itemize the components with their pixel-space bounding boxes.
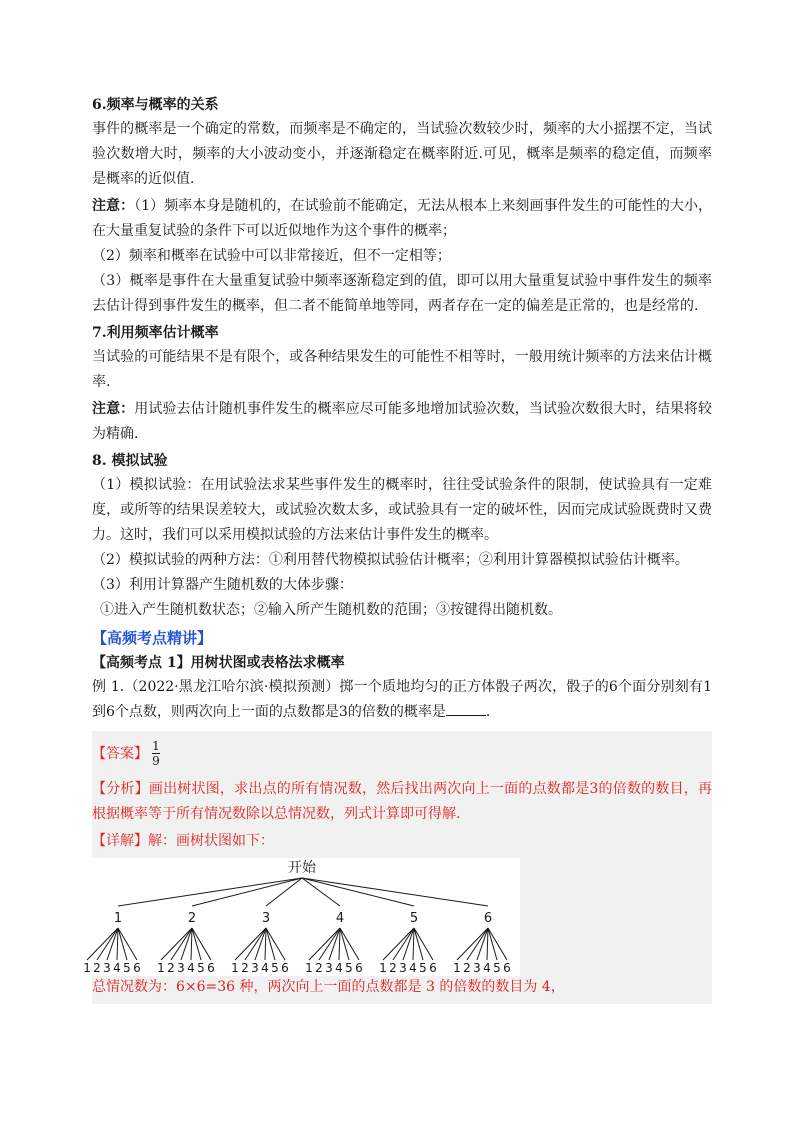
tree-second-outcome: 1: [453, 961, 461, 975]
tree-branch-second: [118, 928, 137, 960]
tree-second-outcome: 6: [503, 961, 511, 975]
tree-branch-second: [191, 928, 192, 960]
tree-branch-second: [118, 928, 127, 960]
tree-second-outcome: 6: [281, 961, 289, 975]
note-label: 注意：: [92, 198, 135, 214]
tree-branch-second: [255, 928, 266, 960]
tree-second-outcome: 4: [483, 961, 491, 975]
tree-branch-second: [393, 928, 414, 960]
tree-first-outcome: 1: [113, 911, 123, 926]
solution-block: [83, 731, 713, 1004]
tree-first-outcome: 2: [187, 911, 197, 926]
tree-branch-second: [161, 928, 192, 960]
section-8-paragraph-1: （1）模拟试验：在用试验法求某些事件发生的概率时，往往受试验条件的限制，使试验具有一定难度，或所等的结果误差较大，或试验次数太多，或试验具有一定的破坏性，因而完成试验既费时又费力。这时，我们可以采用模拟试验的方法来估计事件发生的概率。: [92, 477, 712, 543]
tree-branch-second: [403, 928, 414, 960]
tree-branch-second: [329, 928, 340, 960]
analysis: 【分析】画出树状图，求出点的所有情况数，然后找出两次向上一面的点数都是3的倍数的数目，再根据概率等于所有情况数除以总情况数，列式计算即可得解.: [92, 781, 713, 822]
tree-branch-second: [266, 928, 275, 960]
section-8-paragraph-2: （2）模拟试验的两种方法：①利用替代物模拟试验估计概率；②利用计算器模拟试验估计概率。: [92, 552, 689, 568]
tree-branch-second: [235, 928, 266, 960]
tree-branch-second: [245, 928, 266, 960]
high-frequency-title: 【高频考点精讲】: [92, 629, 213, 647]
tree-second-outcome: 3: [325, 961, 333, 975]
section-6-note-3: （3）概率是事件在大量重复试验中频率逐渐稳定到的值，即可以用大量重复试验中事件发生的频率去估计得到事件发生的概率，但二者不能简单地等同，两者存在一定的偏差是正常的，也是经常的.: [92, 273, 712, 314]
tree-second-outcome: 6: [133, 961, 141, 975]
tree-branch-second: [266, 928, 285, 960]
high-frequency-point-1: 【高频考点 1】用树状图或表格法求概率: [92, 655, 345, 671]
tree-second-outcome: 4: [261, 961, 269, 975]
tree-second-outcome: 1: [305, 961, 313, 975]
section-8-paragraph-4: ①进入产生随机数状态；②输入所产生随机数的范围；③按键得出随机数。: [100, 602, 562, 618]
tree-second-outcome: 3: [177, 961, 185, 975]
tree-first-outcome: 4: [335, 911, 345, 926]
answer-row: [92, 735, 712, 771]
tree-second-outcome: 4: [409, 961, 417, 975]
fraction-numerator: 1: [152, 738, 160, 753]
tree-branch-second: [467, 928, 488, 960]
fraction-denominator: 9: [152, 753, 160, 768]
tree-second-outcome: 6: [207, 961, 215, 975]
tree-branch-second: [457, 928, 488, 960]
tree-branch-second: [339, 928, 340, 960]
answer-label: 【答案】: [92, 746, 148, 762]
tree-second-outcome: 3: [399, 961, 407, 975]
tree-second-outcome: 6: [355, 961, 363, 975]
tree-branch-second: [265, 928, 266, 960]
answer-blank: [446, 701, 486, 716]
section-7-heading: 7.利用频率估计概率: [92, 325, 219, 341]
example-1: 例 1.（2022·黑龙江哈尔滨·模拟预测）掷一个质地均匀的正方体骰子两次，骰子的6个面分别刻有1到6个点数，则两次向上一面的点数都是3的倍数的概率是 .: [92, 679, 712, 720]
tree-branch-second: [319, 928, 340, 960]
tree-second-outcome: 1: [83, 961, 91, 975]
tree-branch-first: [302, 878, 488, 906]
tree-branch-second: [171, 928, 192, 960]
tree-branch-second: [340, 928, 349, 960]
note-label: 注意：: [92, 401, 135, 417]
tree-first-outcome: 3: [261, 911, 271, 926]
tree-second-outcome: 2: [315, 961, 323, 975]
tree-root-label: 开始: [288, 860, 316, 876]
tree-branch-second: [309, 928, 340, 960]
tree-second-outcome: 3: [103, 961, 111, 975]
tree-second-outcome: 2: [241, 961, 249, 975]
section-8-heading: 8. 模拟试验: [92, 453, 168, 469]
document-page: [83, 93, 713, 1004]
section-7-note: 注意：用试验去估计随机事件发生的概率应尽可能多地增加试验次数，当试验次数很大时，结果将较为精确.: [92, 401, 712, 442]
tree-branch-second: [87, 928, 118, 960]
section-6-note-1: 注意：（1）频率本身是随机的，在试验前不能确定，无法从根本上来刻画事件发生的可能性的大小，在大量重复试验的条件下可以近似地作为这个事件的概率；: [92, 198, 713, 239]
tree-branch-first: [302, 878, 340, 906]
tree-second-outcome: 4: [335, 961, 343, 975]
tree-diagram: [83, 858, 520, 976]
section-6-note-2: （2）频率和概率在试验中可以非常接近，但不一定相等；: [92, 248, 451, 264]
tree-branch-second: [107, 928, 118, 960]
tree-branch-second: [181, 928, 192, 960]
section-8-paragraph-3: （3）利用计算器产生随机数的大体步骤：: [92, 577, 353, 593]
tree-second-outcome: 2: [389, 961, 397, 975]
tree-branch-second: [192, 928, 211, 960]
tree-second-outcome: 5: [345, 961, 353, 975]
tree-first-outcome: 6: [483, 911, 493, 926]
tree-second-outcome: 1: [231, 961, 239, 975]
tree-second-outcome: 5: [197, 961, 205, 975]
tree-second-outcome: 1: [157, 961, 165, 975]
tree-first-outcome: 5: [409, 911, 419, 926]
tree-second-outcome: 2: [167, 961, 175, 975]
detail: 【详解】解：画树状图如下：: [92, 833, 274, 849]
tree-branch-second: [414, 928, 423, 960]
tree-branch-second: [414, 928, 433, 960]
tree-second-outcome: 2: [93, 961, 101, 975]
tree-branch-second: [383, 928, 414, 960]
tree-diagram-svg: [83, 858, 520, 976]
tree-branch-second: [413, 928, 414, 960]
tree-branch-second: [117, 928, 118, 960]
tree-second-outcome: 5: [271, 961, 279, 975]
tree-second-outcome: 4: [113, 961, 121, 975]
tree-branch-second: [487, 928, 488, 960]
tree-second-outcome: 1: [379, 961, 387, 975]
tree-branch-second: [192, 928, 201, 960]
tree-second-outcome: 6: [429, 961, 437, 975]
tree-branch-second: [488, 928, 507, 960]
tree-second-outcome: 5: [493, 961, 501, 975]
tree-second-outcome: 5: [123, 961, 131, 975]
total-count-line: 总情况数为：6×6=36 种，两次向上一面的点数都是 3 的倍数的数目为 4，: [92, 979, 565, 995]
section-7-paragraph: 当试验的可能结果不是有限个，或各种结果发生的可能性不相等时，一般用统计频率的方法来估计概率.: [92, 349, 712, 390]
section-6-heading: 6.频率与概率的关系: [92, 97, 219, 113]
tree-second-outcome: 4: [187, 961, 195, 975]
tree-branch-second: [97, 928, 118, 960]
tree-branch-second: [488, 928, 497, 960]
tree-second-outcome: 5: [419, 961, 427, 975]
tree-second-outcome: 2: [463, 961, 471, 975]
tree-second-outcome: 3: [251, 961, 259, 975]
tree-branch-second: [340, 928, 359, 960]
tree-branch-second: [477, 928, 488, 960]
section-6-paragraph: 事件的概率是一个确定的常数，而频率是不确定的，当试验次数较少时，频率的大小摇摆不定，当试验次数增大时，频率的大小波动变小，并逐渐稳定在概率附近.可见，概率是频率的稳定值，而频率是概率的近似值.: [92, 121, 712, 187]
answer-fraction: [152, 739, 160, 768]
tree-second-outcome: 3: [473, 961, 481, 975]
